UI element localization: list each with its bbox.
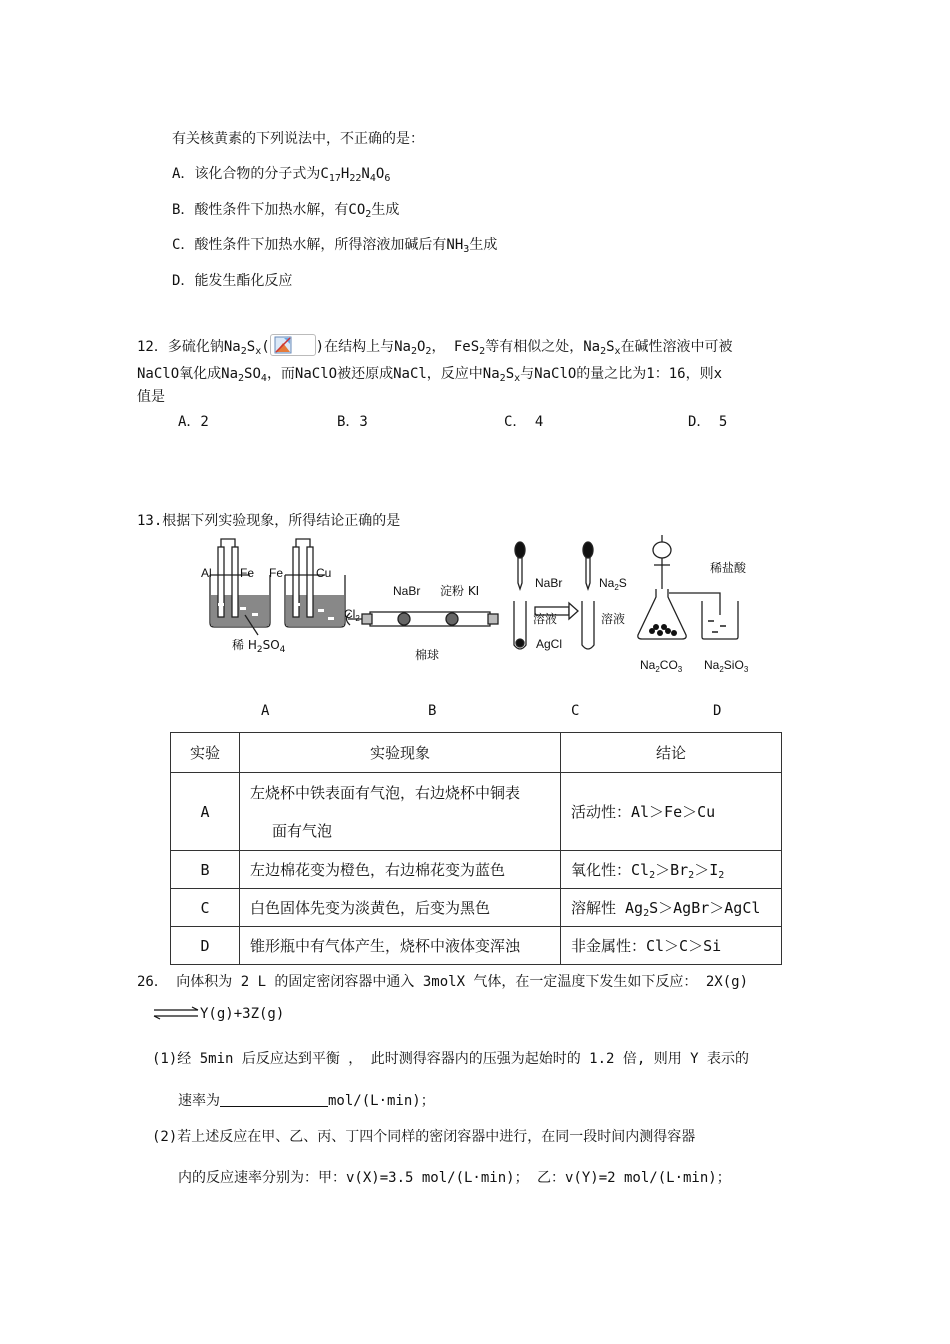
row-d-conclusion: 非金属性：Cl＞C＞Si [561,927,782,965]
table-row [171,773,782,851]
panel-letter-c: C [571,703,580,719]
header-conclusion: 结论 [561,733,782,773]
q11-option-d: D．能发生酯化反应 [172,273,293,289]
table-row [171,927,782,965]
label-fe-right: Fe [269,566,284,580]
experiment-table [170,732,782,965]
row-c-conclusion: 溶解性 $Ag_2S>AgBr>AgCl$ [561,889,782,927]
q12-option-a: A．2 [178,414,209,430]
broken-image-icon [270,334,316,356]
q12-option-d: D． 5 [688,414,728,430]
table-header-row [171,733,782,773]
row-c-phenomenon: 白色固体先变为淡黄色，后变为黑色 [240,889,561,927]
apparatus-b-tube [347,612,499,626]
header-experiment: 实验 [171,733,240,773]
row-a-conclusion: 活动性：Al＞Fe＞Cu [561,773,782,851]
panel-letter-d: D [713,703,722,719]
label-starch-ki: 淀粉 KI [440,584,480,598]
row-a-phenomenon: 左烧杯中铁表面有气泡，右边烧杯中铜表 面有气泡 [240,773,561,851]
label-dilute-h2so4: 稀 $H_2SO_4$ [232,638,286,655]
row-a-exp: A [171,773,240,851]
label-cu: Cu [316,566,332,580]
q12-option-c: C． 4 [504,414,544,430]
q12-option-b: B．3 [337,414,368,430]
answer-blank[interactable] [220,1092,328,1107]
row-c-exp: C [171,889,240,927]
label-na2co3: $Na_2CO_3$ [640,658,683,674]
q12-line-3: 值是 [137,389,165,405]
experiment-figure [190,535,790,685]
panel-letter-b: B [428,703,437,719]
q13-stem: 13.根据下列实验现象，所得结论正确的是 [137,513,401,529]
row-b-conclusion: 氧化性：$Cl_2>Br_2>I_2$ [561,851,782,889]
row-b-phenomenon: 左边棉花变为橙色，右边棉花变为蓝色 [240,851,561,889]
label-na2s: $Na_2S$ [599,576,627,592]
label-agcl: AgCl [536,637,563,651]
label-solution-right: 溶液 [601,612,626,626]
row-d-exp: D [171,927,240,965]
row-d-phenomenon: 锥形瓶中有气体产生，烧杯中液体变浑浊 [240,927,561,965]
q26-line-1: 26． 向体积为 2 L 的固定密闭容器中通入 3molX 气体，在一定温度下发生如下反应： 2X(g) [137,974,749,990]
q11-option-a: A．该化合物的分子式为$C_{17}H_{22}N_4O_6$ [172,166,391,184]
q11-stem: 有关核黄素的下列说法中，不正确的是： [172,131,424,147]
label-fe-left: Fe [240,566,255,580]
q12-line-2: NaClO氧化成$Na_2SO_4$，而NaClO被还原成NaCl，反应中$Na_2S_x$与NaClO的量之比为1：16，则x [137,366,723,384]
apparatus-a-beakers [210,539,345,635]
label-cl2: $Cl_2$ [344,607,360,623]
label-al: Al [201,566,212,580]
equilibrium-arrow-icon [152,1006,200,1020]
label-nabr-c: NaBr [535,576,563,590]
table-row [171,851,782,889]
q11-option-c: C．酸性条件下加热水解，所得溶液加碱后有$NH_3$生成 [172,237,498,255]
table-row [171,889,782,927]
label-na2sio3: $Na_2SiO_3$ [704,658,749,674]
apparatus-d-flask [638,535,738,639]
q26-part-2b: 内的反应速率分别为：甲：v(X)=3.5 mol/(L·min)； 乙：v(Y)=2 mol/(L·min)； [178,1170,731,1186]
q26-part-1a: (1)经 5min 后反应达到平衡 ， 此时测得容器内的压强为起始时的 1.2 倍, 则用 Y 表示的 [152,1051,750,1067]
q26-part-1b: 速率为 mol/(L·min)； [178,1093,435,1109]
header-phenomenon: 实验现象 [240,733,561,773]
label-cotton-ball: 棉球 [415,648,440,662]
q11-option-b: B．酸性条件下加热水解，有$CO_2$生成 [172,202,400,220]
label-nabr-b: NaBr [393,584,421,598]
q12-line-1: 12．多硫化钠$Na_2S_x$( )在结构上与$Na_2O_2$， FeS$_2$等有相似之处，$Na_2S_x$在碱性溶液中可被 [137,334,733,356]
apparatus-c-droppers [514,542,594,649]
label-solution-left: 溶液 [533,612,558,626]
label-dilute-hcl: 稀盐酸 [710,561,747,575]
q26-part-2a: (2)若上述反应在甲、乙、丙、丁四个同样的密闭容器中进行，在同一段时间内测得容器 [152,1129,696,1145]
q26-line-2: Y(g)+3Z(g) [152,1006,284,1022]
row-b-exp: B [171,851,240,889]
panel-letter-a: A [261,703,270,719]
